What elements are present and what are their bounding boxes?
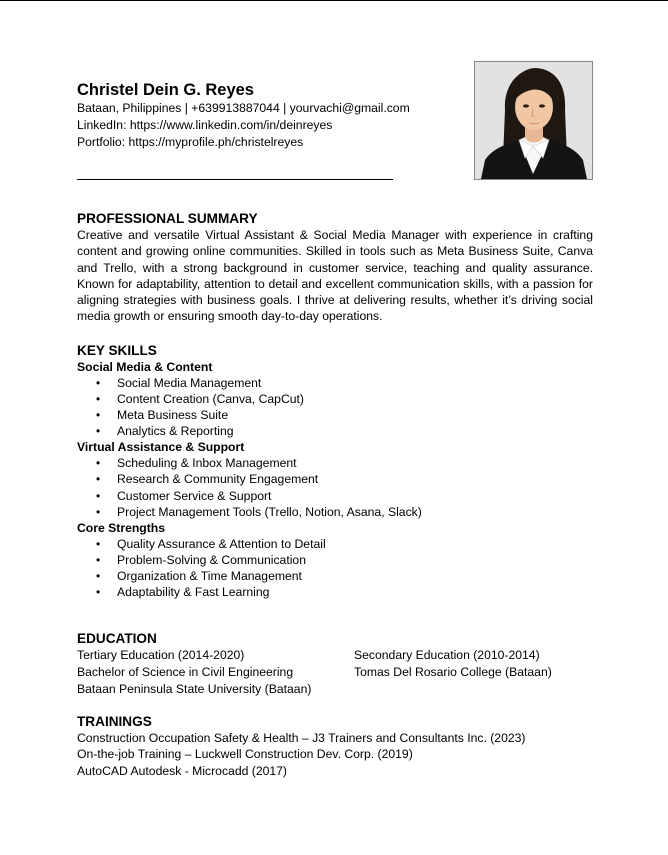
candidate-name: Christel Dein G. Reyes [77,81,254,99]
education-line: Bataan Peninsula State University (Bataan) [77,681,312,696]
trainings-heading: TRAININGS [77,714,152,729]
summary-section [77,210,593,325]
portfolio-link[interactable]: Portfolio: https://myprofile.ph/christelreyes [77,135,304,149]
skills-list [77,455,593,519]
education-section [77,630,593,699]
skill-item: • Research & Community Engagement [77,471,593,487]
education-line: Bachelor of Science in Civil Engineering [77,664,294,679]
skill-item: • Scheduling & Inbox Management [77,455,593,471]
summary-heading: PROFESSIONAL SUMMARY [77,211,258,226]
summary-text: Creative and versatile Virtual Assistant & Social Media Manager with experience in crafting content and growing online communities. Skilled in tools such as Meta Business Suite, Canva and Trello, with a strong background in customer service, teaching and quality assurance. Known for adaptability, attention to detail and excellent communication skills, with a passion for aligning strategies with business goals. I thrive at delivering results, whether it’s driving social media growth or ensuring smooth day-to-day operations. [77,228,593,324]
education-line: Secondary Education (2010-2014) [354,648,540,662]
skill-item: • Problem-Solving & Communication [77,552,593,568]
top-border-line [0,0,668,1]
skill-item: • Content Creation (Canva, CapCut) [77,391,593,407]
skills-group-title: Core Strengths [77,520,166,535]
skills-group-title: Social Media & Content [77,360,213,374]
skill-item: • Adaptability & Fast Learning [77,584,593,600]
education-line: Tomas Del Rosario College (Bataan) [354,664,552,679]
skills-group-title: Virtual Assistance & Support [77,440,245,455]
header-divider [77,179,393,180]
trainings-section [77,713,593,779]
resume-page [77,80,593,778]
education-columns [77,647,593,699]
skill-item: • Organization & Time Management [77,568,593,584]
skills-list [77,375,593,439]
resume-header [77,80,593,151]
skill-item: • Quality Assurance & Attention to Detail [77,536,593,552]
contact-info: Bataan, Philippines | +639913887044 | yourvachi@gmail.com [77,101,410,115]
skill-item: • Meta Business Suite [77,407,593,423]
education-line: Tertiary Education (2014-2020) [77,648,245,662]
training-item: On-the-job Training – Luckwell Construction Dev. Corp. (2019) [77,747,413,762]
secondary-education [354,647,552,681]
training-item: Construction Occupation Safety & Health – J3 Trainers and Consultants Inc. (2023) [77,731,526,745]
skill-item: • Social Media Management [77,375,593,391]
skills-list [77,536,593,600]
education-heading: EDUCATION [77,631,157,646]
skill-item: • Analytics & Reporting [77,423,593,439]
skills-section [77,342,593,600]
training-item: AutoCAD Autodesk - Microcadd (2017) [77,763,287,778]
linkedin-link[interactable]: LinkedIn: https://www.linkedin.com/in/deinreyes [77,118,333,132]
skill-item: • Project Management Tools (Trello, Notion, Asana, Slack) [77,504,593,520]
tertiary-education [77,647,311,697]
skill-item: • Customer Service & Support [77,488,593,504]
skills-heading: KEY SKILLS [77,343,157,358]
